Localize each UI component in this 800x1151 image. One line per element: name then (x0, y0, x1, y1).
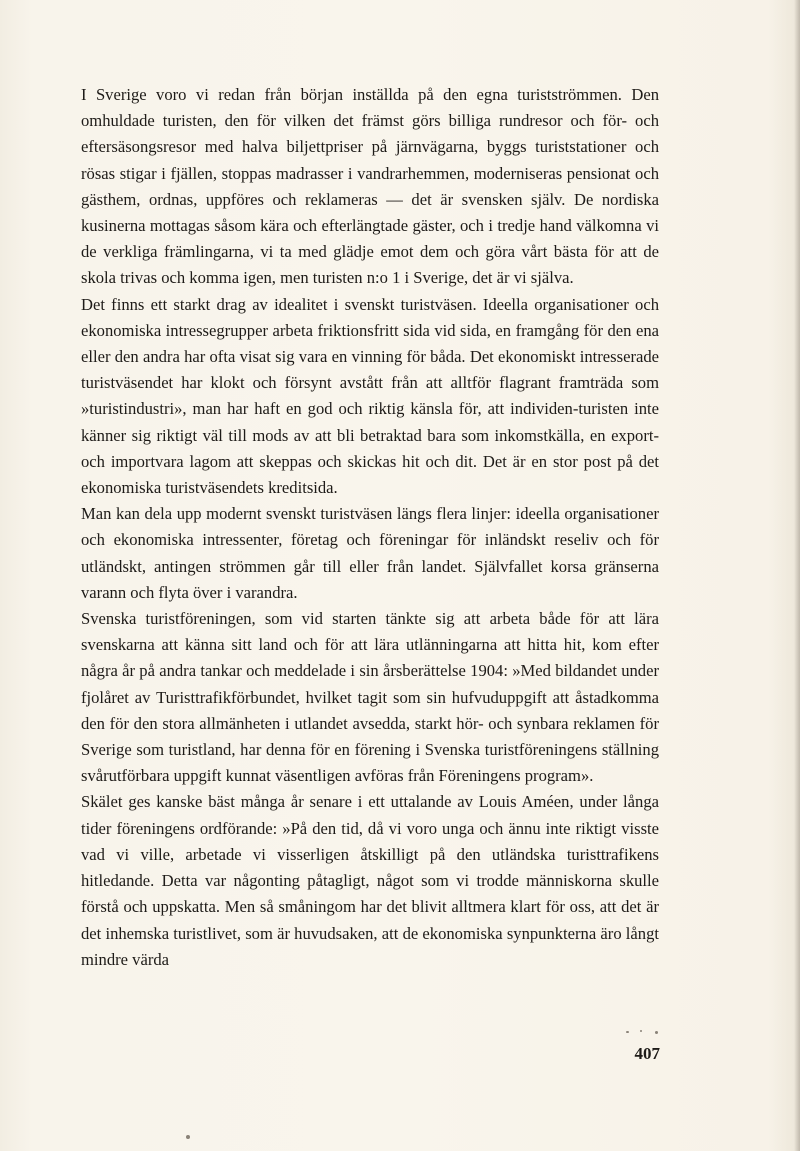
print-speck (655, 1031, 658, 1034)
paragraph-3: Man kan dela upp modernt svenskt turistväsen längs flera linjer: ideella organisationer och ekonomiska intressenter, företag och föreningar för inländskt reseliv och för utländskt, antingen strömmen går till eller från landet. Självfallet korsa gränserna varann och flyta över i varandra. (81, 504, 659, 602)
print-speck (640, 1030, 642, 1032)
page-number: 407 (634, 1044, 660, 1063)
print-speck (626, 1031, 629, 1033)
paragraph-5: Skälet ges kanske bäst många år senare i ett uttalande av Louis Améen, under långa tider föreningens ordförande: »På den tid, då vi voro unga och ännu inte riktigt visste vad vi ville, arbetade vi visserligen åtskilligt på den utländska turisttrafikens hitledande. Detta var någonting påtagligt, något som vi trodde människorna skulle förstå och uppskatta. Men så småningom har det blivit alltmera klart för oss, att det är det inhemska turistlivet, som är huvudsaken, att de ekonomiska synpunkterna äro långt mindre värda (81, 792, 659, 969)
page-edge-shadow (794, 0, 800, 1151)
body-text (81, 82, 659, 973)
paragraph-4: Svenska turistföreningen, som vid starten tänkte sig att arbeta både för att lära svenskarna att känna sitt land och för att lära utlänningarna att hitta hit, kom efter några år på andra tankar och meddelade i sin årsberättelse 1904: »Med bildandet under fjolåret av Turisttrafikförbundet, hvilket tagit som sin hufvuduppgift att åstadkomma den för den stora allmänheten i utlandet avsedda, starkt hör- och synbara reklamen för Sverige som turistland, har denna för en förening i Svenska turistföreningens ställning svårutförbara uppgift kunnat väsentligen avföras från Föreningens program». (81, 609, 659, 786)
print-speck (186, 1135, 190, 1139)
paragraph-2: Det finns ett starkt drag av idealitet i svenskt turistväsen. Ideella organisationer och ekonomiska intressegrupper arbeta friktionsfritt sida vid sida, en framgång för den ena eller den andra har ofta visat sig vara en vinning för båda. Det ekonomiskt intresserade turistväsendet har klokt och försynt avstått från att alltför flagrant framträda som »turistindustri», man har haft en god och riktig känsla för, att individen-turisten inte känner sig riktigt väl till mods av att bli betraktad bara som inkomstkälla, en export- och importvara lagom att skeppas och skickas hit och dit. Det är en stor post på det ekonomiska turistväsendets kreditsida. (81, 294, 659, 498)
paragraph-1: I Sverige voro vi redan från början inställda på den egna turistströmmen. Den omhuldade turisten, den för vilken det främst görs billiga rundresor och för- och eftersäsongsresor med halva biljettpriser på järnvägarna, byggs turiststationer och rösas stigar i fjällen, stoppas madrasser i vandrarhemmen, moderniseras pensionat och gästhem, ordnas, uppföres och reklameras — det är svensken själv. De nordiska kusinerna mottagas såsom kära och efterlängtade gäster, och i tredje hand välkomna vi de verkliga främlingarna, vi ta med glädje emot dem och göra vårt bästa för att de skola trivas och komma igen, men turisten n:o 1 i Sverige, det är vi själva. (81, 85, 659, 288)
